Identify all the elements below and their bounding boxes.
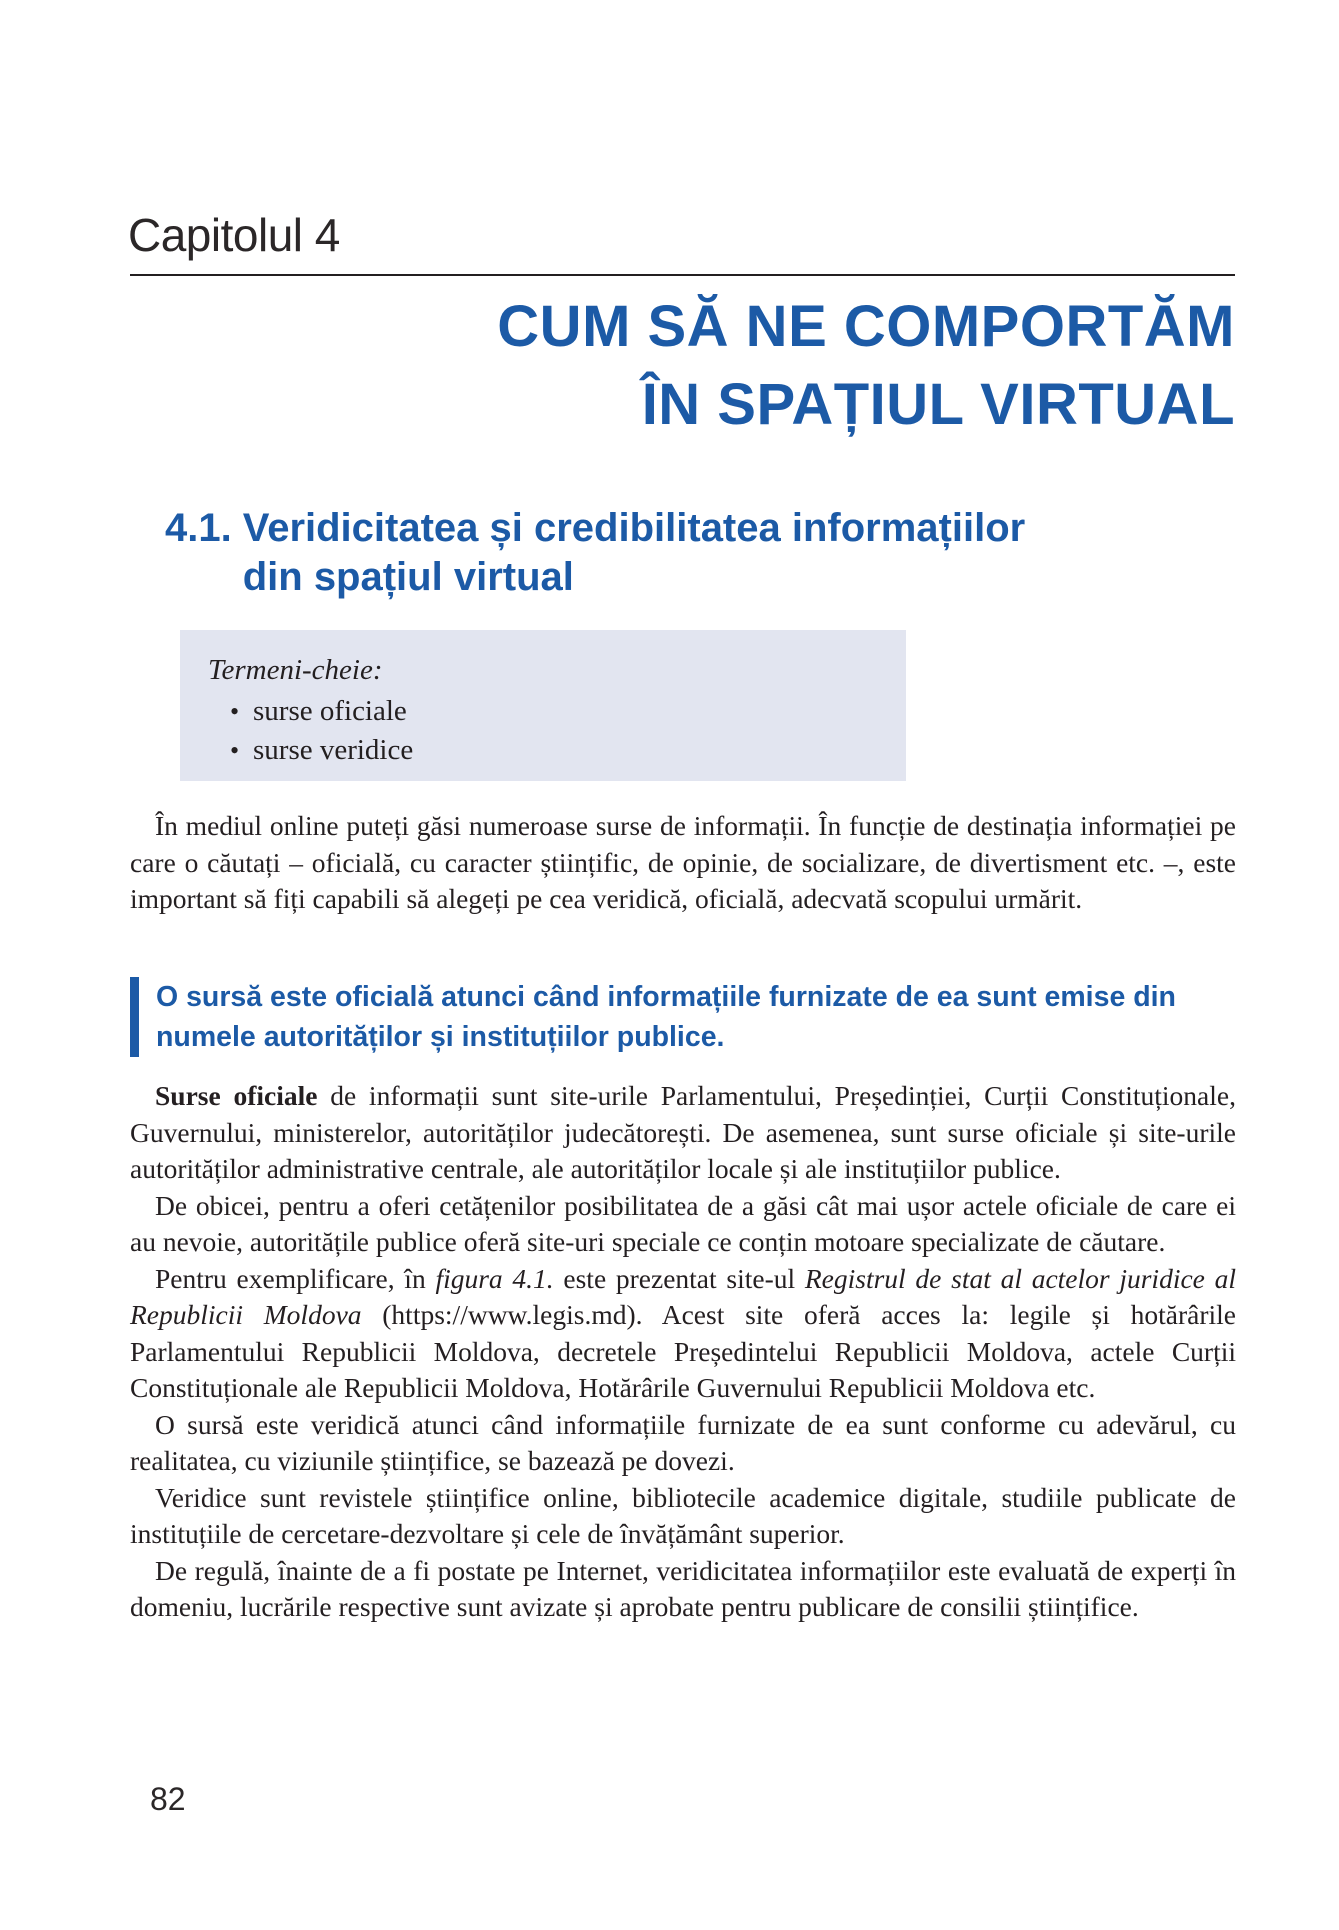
bullet-icon: •: [230, 736, 240, 765]
text-segment: O sursă este veridică atunci când informațiile furnizate de ea sunt conforme cu adevărul, cu realitatea, cu viziunile științifice, se bazează pe dovezi.: [130, 1408, 1236, 1476]
chapter-label: Capitolul 4: [128, 209, 340, 261]
body-paragraph: [130, 1407, 1236, 1480]
definition-accent-bar: [130, 977, 139, 1057]
key-terms-item: [208, 731, 886, 770]
key-terms-label: Termeni-cheie:: [208, 654, 383, 686]
body-paragraph: [130, 1261, 1236, 1407]
body-paragraph: [130, 1553, 1236, 1626]
key-terms-item-label: surse veridice: [253, 734, 414, 766]
text-segment: De obicei, pentru a oferi cetățenilor posibilitatea de a găsi cât mai ușor actele oficiale de care ei au nevoie, autoritățile publice oferă site-uri speciale ce conțin motoare specializate de căutare.: [130, 1189, 1236, 1257]
chapter-title-line1: CUM SĂ NE COMPORTĂM: [497, 294, 1235, 359]
text-segment: Pentru exemplificare, în: [155, 1262, 436, 1294]
bullet-icon: •: [230, 697, 240, 726]
text-segment: este prezentat site-ul: [553, 1262, 805, 1294]
body-paragraph: [130, 1480, 1236, 1553]
text-segment: Veridice sunt revistele științifice online, bibliotecile academice digitale, studiile publicate de instituțiile de cercetare-dezvoltare și cele de învățământ superior.: [130, 1481, 1236, 1549]
chapter-title-line2: ÎN SPAȚIUL VIRTUAL: [641, 372, 1235, 437]
text-segment: figura 4.1.: [435, 1262, 554, 1294]
text-segment: (https://www.legis.md). Acest site oferă acces la: legile și hotărârile Parlamentului Republicii Moldova, decretele Președintelui Republicii Moldova, actele Curții Constituționale ale Republicii Moldova, Hotărârile Guvernului Republicii Moldova etc.: [130, 1299, 1236, 1403]
key-terms-item: [208, 692, 886, 731]
definition-callout: [130, 977, 1212, 1057]
section-number: 4.1.: [165, 506, 232, 550]
section-heading-line2: din spațiul virtual: [242, 555, 574, 599]
text-segment: În mediul online puteți găsi numeroase surse de informații. În funcție de destinația informației pe care o căutați – oficială, cu caracter științific, de opinie, de socializare, de divertisment etc. –, este important să fiți capabili să alegeți pe cea veridică, oficială, adecvată scopului urmărit.: [130, 810, 1236, 914]
text-segment: De regulă, înainte de a fi postate pe Internet, veridicitatea informațiilor este evaluată de experți în domeniu, lucrările respective sunt avizate și aprobate pentru publicare de consilii științifice.: [130, 1554, 1236, 1622]
key-terms-item-label: surse oficiale: [253, 695, 407, 727]
section-heading-text: [243, 504, 1025, 602]
key-terms-box: [180, 630, 906, 781]
definition-text: O sursă este oficială atunci când informațiile furnizate de ea sunt emise din numele autorităților și instituțiilor publice.: [156, 981, 1176, 1053]
key-terms-list: [208, 692, 886, 770]
body-paragraph: [130, 1188, 1236, 1261]
body-text-main: [130, 1078, 1236, 1626]
section-heading: [165, 504, 1025, 602]
text-segment: Surse oficiale: [155, 1080, 318, 1111]
text-segment: de informații sunt site-urile Parlamentului, Președinției, Curții Constituționale, Guvernului, ministerelor, autorităților judecătorești. De asemenea, sunt surse oficiale și site-urile autorităților administrative centrale, ale autorităților locale și ale instituțiilor publice.: [130, 1080, 1236, 1184]
body-text-intro: [130, 808, 1236, 918]
chapter-title: [130, 288, 1235, 444]
page-number: 82: [150, 1781, 186, 1817]
section-heading-line1: Veridicitatea și credibilitatea informațiilor: [242, 506, 1026, 550]
body-paragraph: [130, 808, 1236, 918]
chapter-divider-rule: [130, 274, 1235, 276]
body-paragraph: [130, 1078, 1236, 1188]
text-segment: Registrul de stat al actelor juridice al Republicii Moldova: [130, 1262, 1236, 1330]
